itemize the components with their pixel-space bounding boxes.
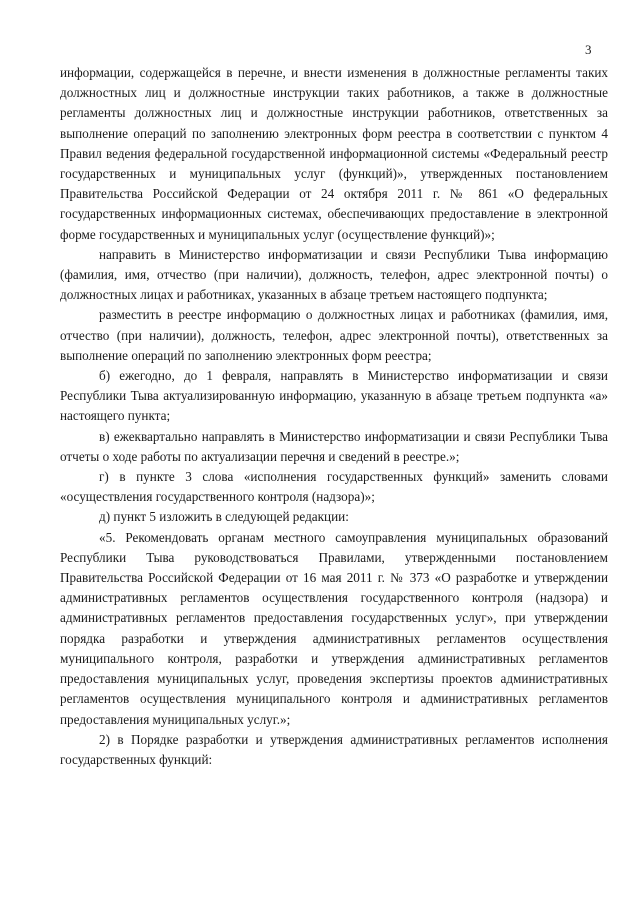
page-number: 3 (585, 42, 592, 57)
paragraph-continuation: информации, содержащейся в перечне, и внести изменения в должностные регламенты таких должностных лиц и должностные инструкции таких работников, а также в должностные регламенты должностных лиц и должностные инструкции работников, ответственных за выполнение операций по заполнению электронных форм реестра в соответствии с пунктом 4 Правил ведения федеральной государственной информационной системы «Федеральный реестр государственных и муниципальных услуг (функций)», утвержденных постановлением Правительства Российской Федерации от 24 октября 2011 г. № 861 «О федеральных государственных информационных системах, обеспечивающих предоставление в электронной форме государственных и муниципальных услуг (осуществление функций)»; (60, 65, 608, 242)
paragraph: г) в пункте 3 слова «исполнения государственных функций» заменить словами «осуществления государственного контроля (надзора)»; (60, 469, 608, 505)
paragraph: «5. Рекомендовать органам местного самоуправления муниципальных образований Республики Тыва руководствоваться Правилами, утвержденными постановлением Правительства Российской Федерации от 16 мая 2011 г. № 373 «О разработке и утверждении административных регламентов осуществления государственного контроля (надзора) и административных регламентов предоставления государственных услуг», при утверждении порядка разработки и утверждения административных регламентов осуществления муниципального контроля, разработки и утверждения административных регламентов предоставления муниципальных услуг, проведения экспертизы проектов административных регламентов осуществления муниципального контроля и административных регламентов предоставления муниципальных услуг.»; (60, 529, 608, 727)
paragraph: в) ежеквартально направлять в Министерство информатизации и связи Республики Тыва отчеты о ходе работы по актуализации перечня и сведений в реестре.»; (60, 428, 608, 464)
document-body (60, 63, 608, 770)
paragraph: д) пункт 5 изложить в следующей редакции: (99, 509, 349, 525)
paragraph: направить в Министерство информатизации и связи Республики Тыва информацию (фамилия, имя, отчество (при наличии), должность, телефон, адрес электронной почты) о должностных лицах и работниках, указанных в абзаце третьем настоящего подпункта; (60, 246, 608, 303)
paragraph: разместить в реестре информацию о должностных лицах и работниках (фамилия, имя, отчество (при наличии), должность, телефон, адрес электронной почты), ответственных за выполнение операций по заполнению электронных форм реестра; (60, 307, 608, 363)
paragraph: б) ежегодно, до 1 февраля, направлять в Министерство информатизации и связи Республики Тыва актуализированную информацию, указанную в абзаце третьем подпункта «а» настоящего пункта; (60, 368, 608, 424)
paragraph: 2) в Порядке разработки и утверждения административных регламентов исполнения государственных функций: (60, 731, 608, 767)
